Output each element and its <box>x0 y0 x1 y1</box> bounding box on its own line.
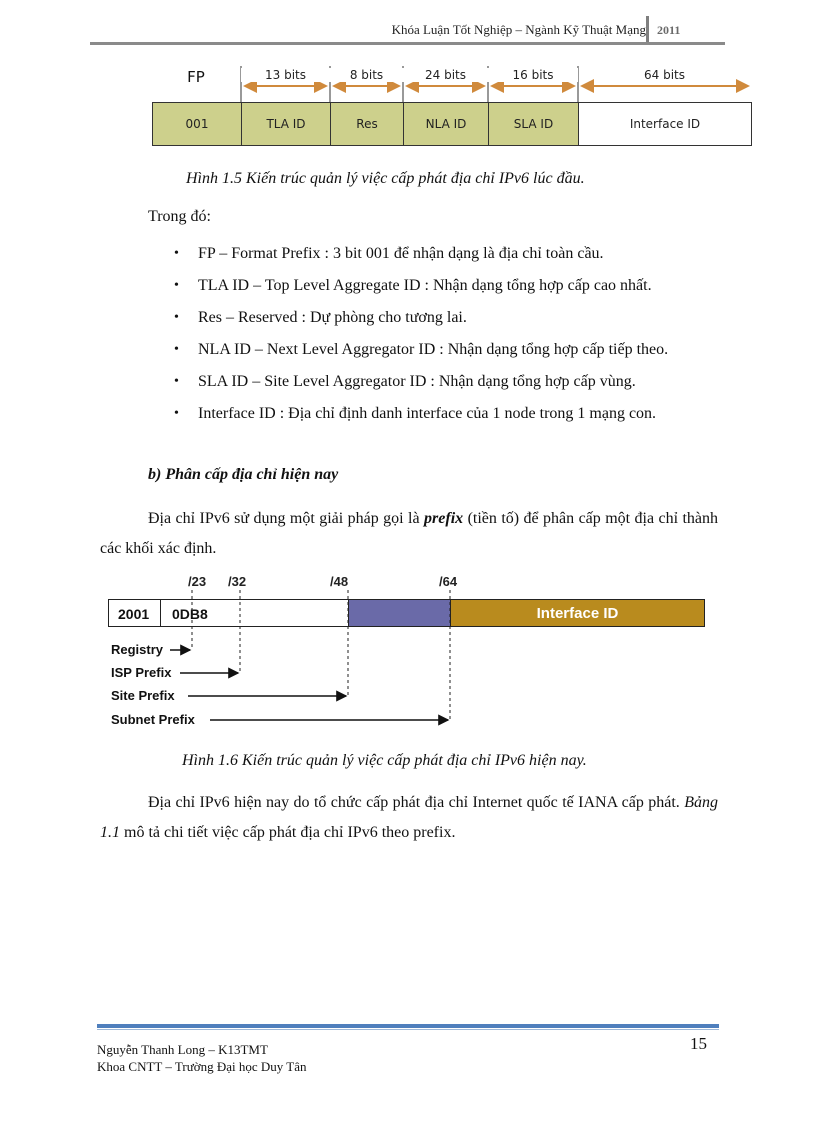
bits-label-res: 8 bits <box>330 68 403 82</box>
tick-64: /64 <box>439 574 458 589</box>
bits-label-interface: 64 bits <box>612 68 717 82</box>
section-heading: b) Phân cấp địa chỉ hiện nay <box>148 466 339 483</box>
interface-id-label: Interface ID <box>536 605 619 622</box>
figure-ipv6-current-hierarchy <box>108 570 708 736</box>
closing-paragraph: Địa chỉ IPv6 hiện nay do tổ chức cấp phát địa chỉ Internet quốc tế IANA cấp phát. Bảng 1.1 mô tả chi tiết việc cấp phát địa chỉ IPv6 theo prefix. <box>100 794 718 841</box>
figure-ipv6-initial-structure <box>152 66 752 148</box>
segment-2001: 2001 <box>118 606 150 622</box>
list-item: • SLA ID – Site Level Aggregator ID : Nhận dạng tổng hợp cấp vùng. <box>172 368 718 396</box>
field-sla-id: SLA ID <box>488 102 579 146</box>
figure-1-6-caption: Hình 1.6 Kiến trúc quản lý việc cấp phát địa chỉ IPv6 hiện nay. <box>182 752 587 769</box>
bits-label-nla: 24 bits <box>403 68 488 82</box>
field-definition-list <box>172 240 718 432</box>
header-rule <box>90 42 725 45</box>
segment-0db8: 0DB8 <box>172 606 208 622</box>
field-tla-id: TLA ID <box>241 102 331 146</box>
tick-48: /48 <box>330 574 349 589</box>
bits-label-sla: 16 bits <box>488 68 578 82</box>
field-nla-id: NLA ID <box>403 102 489 146</box>
tick-32: /32 <box>228 574 247 589</box>
prefix-term: prefix <box>424 510 464 527</box>
bits-label-tla: 13 bits <box>241 68 330 82</box>
fp-label: FP <box>187 68 205 86</box>
label-site-prefix: Site Prefix <box>111 688 175 703</box>
list-item: • Interface ID : Địa chỉ định danh interface của 1 node trong 1 mạng con. <box>172 400 718 428</box>
list-item: • Res – Reserved : Dự phòng cho tương lai. <box>172 304 718 332</box>
page-number: 15 <box>690 1034 707 1053</box>
field-interface-id: Interface ID <box>578 102 752 146</box>
header-separator <box>646 16 649 44</box>
intro-text: Trong đó: <box>148 208 211 225</box>
list-item: • NLA ID – Next Level Aggregator ID : Nhận dạng tổng hợp cấp tiếp theo. <box>172 336 718 364</box>
list-item: • FP – Format Prefix : 3 bit 001 để nhận dạng là địa chỉ toàn cầu. <box>172 240 718 268</box>
footer-rule-thin <box>97 1029 719 1030</box>
footer-rule <box>97 1024 719 1028</box>
label-registry: Registry <box>111 642 164 657</box>
footer-author: Nguyễn Thanh Long – K13TMT <box>97 1042 268 1057</box>
tick-23: /23 <box>188 574 207 589</box>
list-item: • TLA ID – Top Level Aggregate ID : Nhận dạng tổng hợp cấp cao nhất. <box>172 272 718 300</box>
hierarchy-lines <box>108 570 708 736</box>
figure-1-5-caption: Hình 1.5 Kiến trúc quản lý việc cấp phát địa chỉ IPv6 lúc đầu. <box>186 170 585 187</box>
footer-school: Khoa CNTT – Trường Đại học Duy Tân <box>97 1059 307 1074</box>
table-reference: Bảng 1.1 <box>100 794 718 841</box>
header-year: 2011 <box>657 23 681 37</box>
field-001: 001 <box>152 102 242 146</box>
header-title: Khóa Luận Tốt Nghiệp – Ngành Kỹ Thuật Mạng <box>391 22 646 37</box>
field-res: Res <box>330 102 404 146</box>
label-subnet-prefix: Subnet Prefix <box>111 712 195 727</box>
label-isp-prefix: ISP Prefix <box>111 665 172 680</box>
section-paragraph: Địa chỉ IPv6 sử dụng một giải pháp gọi là prefix (tiền tố) để phân cấp một địa chỉ thành các khối xác định. <box>100 510 719 557</box>
